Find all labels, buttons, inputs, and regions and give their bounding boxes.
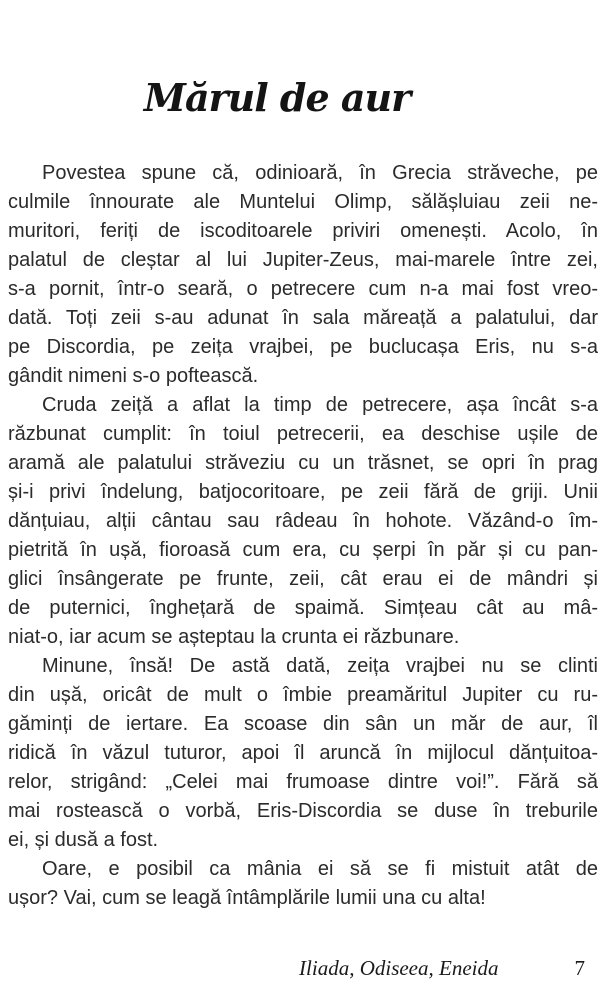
text-line: mai rostească o vorbă, Eris-Discordia se duse în treburile xyxy=(8,800,598,822)
text-line: și-i privi îndelung, batjocoritoare, pe zeii fără de griji. Unii xyxy=(8,481,598,503)
text-line: dănțuiau, alții cântau sau râdeau în hohote. Văzând-o îm- xyxy=(8,510,598,532)
text-line: găminți de iertare. Ea scoase din sân un măr de aur, îl xyxy=(8,713,598,735)
text-line: pe Discordia, pe zeița vrajbei, pe buclucașa Eris, nu s-a xyxy=(8,336,598,358)
text-line: palatul de cleștar al lui Jupiter-Zeus, mai-marele între zei, xyxy=(8,249,598,271)
text-line: din ușă, oricât de mult o îmbie preamăritul Jupiter cu ru- xyxy=(8,684,598,706)
text-line: pietrită în ușă, fioroasă cum era, cu șerpi în păr și cu pan- xyxy=(8,539,598,561)
text-line: ei, și dusă a fost. xyxy=(8,829,159,851)
text-line: muritori, feriți de iscoditoarele priviri omenești. Acolo, în xyxy=(8,220,598,242)
text-line: glici însângerate pe frunte, zeii, cât erau ei de mândri și xyxy=(8,568,598,590)
text-line: dată. Toți zeii s-au adunat în sala măreață a palatului, dar xyxy=(8,307,598,329)
body-text xyxy=(8,159,598,913)
footer-book-title: Iliada, Odiseea, Eneida xyxy=(299,956,499,980)
text-line: Cruda zeiță a aflat la timp de petrecere, așa încât s-a xyxy=(42,394,598,416)
text-line: relor, strigând: „Celei mai frumoase dintre voi!”. Fără să xyxy=(8,771,598,793)
text-line: aramă ale palatului străveziu cu un trăsnet, se opri în prag xyxy=(8,452,598,474)
text-line: răzbunat cumplit: în toiul petrecerii, ea deschise ușile de xyxy=(8,423,598,445)
page-footer xyxy=(0,956,585,981)
text-line: Povestea spune că, odinioară, în Grecia străveche, pe xyxy=(42,162,598,184)
text-line: gândit nimeni s-o poftească. xyxy=(8,365,259,387)
text-line: Oare, e posibil ca mânia ei să se fi mistuit atât de xyxy=(42,858,598,880)
text-line: culmile înnourate ale Muntelui Olimp, sălășluiau zeii ne- xyxy=(8,191,598,213)
text-line: ușor? Vai, cum se leagă întâmplările lumii una cu alta! xyxy=(8,887,486,909)
text-line: niat-o, iar acum se așteptau la crunta ei răzbunare. xyxy=(8,626,460,648)
text-line: Minune, însă! De astă dată, zeița vrajbei nu se clinti xyxy=(42,655,598,677)
chapter-title: Mărul de aur xyxy=(143,75,411,120)
text-line: de puternici, înghețară de spaimă. Simțeau cât au mâ- xyxy=(8,597,598,619)
text-line: s-a pornit, într-o seară, o petrecere cum n-a mai fost vreo- xyxy=(8,278,598,300)
page-number: 7 xyxy=(574,956,585,980)
text-line: ridică în văzul tuturor, apoi îl aruncă în mijlocul dănțuitoa- xyxy=(8,742,598,764)
